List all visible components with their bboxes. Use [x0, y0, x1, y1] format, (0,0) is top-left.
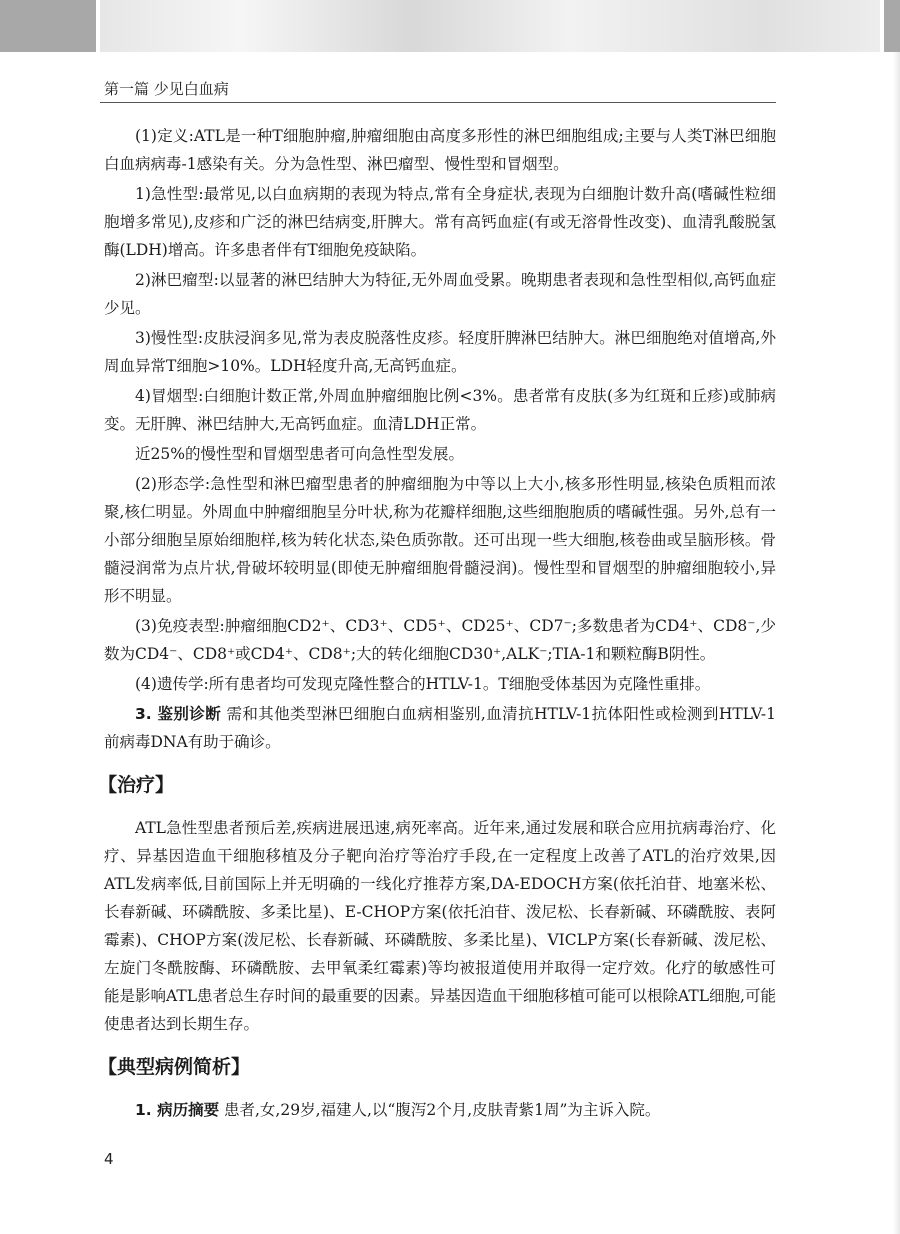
running-head: 第一篇 少见白血病: [104, 80, 229, 98]
heading-treatment: 【治疗】: [98, 774, 175, 796]
paragraph-lymphoma-type: 2)淋巴瘤型:以显著的淋巴结肿大为特征,无外周血受累。晚期患者表现和急性型相似,高钙血症少见。: [104, 271, 776, 317]
header-rule: [100, 102, 776, 103]
banner-left-block: [0, 0, 96, 52]
paragraph-acute-type: 1)急性型:最常见,以白血病期的表现为特点,常有全身症状,表现为白细胞计数升高(嗜碱性粒细胞增多常见),皮疹和广泛的淋巴结病变,肝脾大。常有高钙血症(有或无溶骨性改变)、血清乳酸脱氢酶(LDH)增高。许多患者伴有T细胞免疫缺陷。: [104, 185, 776, 259]
paragraph-chronic-type: 3)慢性型:皮肤浸润多见,常为表皮脱落性皮疹。轻度肝脾淋巴结肿大。淋巴细胞绝对值增高,外周血异常T细胞>10%。LDH轻度升高,无高钙血症。: [104, 329, 776, 375]
paragraph-smoldering-type: 4)冒烟型:白细胞计数正常,外周血肿瘤细胞比例<3%。患者常有皮肤(多为红斑和丘疹)或肺病变。无肝脾、淋巴结肿大,无高钙血症。血清LDH正常。: [104, 387, 776, 433]
case-summary-label: 1. 病历摘要: [135, 1101, 220, 1119]
paragraph-case-summary: [104, 1096, 776, 1124]
paragraph-definition: (1)定义:ATL是一种T细胞肿瘤,肿瘤细胞由高度多形性的淋巴细胞组成;主要与人类T淋巴细胞白血病病毒-1感染有关。分为急性型、淋巴瘤型、慢性型和冒烟型。: [104, 127, 776, 173]
banner-right-block: [884, 0, 900, 52]
differential-diagnosis-label: 3. 鉴别诊断: [135, 705, 222, 723]
paragraph-progression: 近25%的慢性型和冒烟型患者可向急性型发展。: [135, 445, 464, 463]
banner-decoration: [100, 0, 880, 52]
paragraph-morphology: (2)形态学:急性型和淋巴瘤型患者的肿瘤细胞为中等以上大小,核多形性明显,核染色质粗而浓聚,核仁明显。外周血中肿瘤细胞呈分叶状,称为花瓣样细胞,这些细胞胞质的嗜碱性强。另外,总有一小部分细胞呈原始细胞样,核为转化状态,染色质弥散。还可出现一些大细胞,核卷曲或呈脑形核。骨髓浸润常为点片状,骨破坏较明显(即使无肿瘤细胞骨髓浸润)。慢性型和冒烟型的肿瘤细胞较小,异形不明显。: [104, 475, 776, 605]
page-number: 4: [104, 1150, 114, 1168]
page-body: [98, 122, 776, 1126]
top-banner: [0, 0, 900, 52]
heading-typical-cases: 【典型病例简析】: [98, 1056, 251, 1078]
paragraph-treatment: ATL急性型患者预后差,疾病进展迅速,病死率高。近年来,通过发展和联合应用抗病毒治疗、化疗、异基因造血干细胞移植及分子靶向治疗等治疗手段,在一定程度上改善了ATL的治疗效果,因ATL发病率低,目前国际上并无明确的一线化疗推荐方案,DA-EDOCH方案(依托泊苷、地塞米松、长春新碱、环磷酰胺、多柔比星)、E-CHOP方案(依托泊苷、泼尼松、长春新碱、环磷酰胺、表阿霉素)、CHOP方案(泼尼松、长春新碱、环磷酰胺、多柔比星)、VICLP方案(长春新碱、泼尼松、左旋门冬酰胺酶、环磷酰胺、去甲氧柔红霉素)等均被报道使用并取得一定疗效。化疗的敏感性可能是影响ATL患者总生存时间的最重要的因素。异基因造血干细胞移植可能可以根除ATL细胞,可能使患者达到长期生存。: [104, 819, 776, 1033]
paragraph-differential-diagnosis: [104, 700, 776, 756]
paragraph-immunophenotype: (3)免疫表型:肿瘤细胞CD2⁺、CD3⁺、CD5⁺、CD25⁺、CD7⁻;多数患者为CD4⁺、CD8⁻,少数为CD4⁻、CD8⁺或CD4⁺、CD8⁺;大的转化细胞CD30⁺,ALK⁻;TIA-1和颗粒酶B阴性。: [104, 617, 776, 663]
page-edge-shade: [893, 52, 900, 1234]
case-summary-text: 患者,女,29岁,福建人,以“腹泻2个月,皮肤青紫1周”为主诉入院。: [219, 1101, 661, 1119]
paragraph-genetics: (4)遗传学:所有患者均可发现克隆性整合的HTLV-1。T细胞受体基因为克隆性重排。: [135, 675, 711, 693]
differential-diagnosis-text: 需和其他类型淋巴细胞白血病相鉴别,血清抗HTLV-1抗体阳性或检测到HTLV-1前病毒DNA有助于确诊。: [104, 705, 776, 751]
